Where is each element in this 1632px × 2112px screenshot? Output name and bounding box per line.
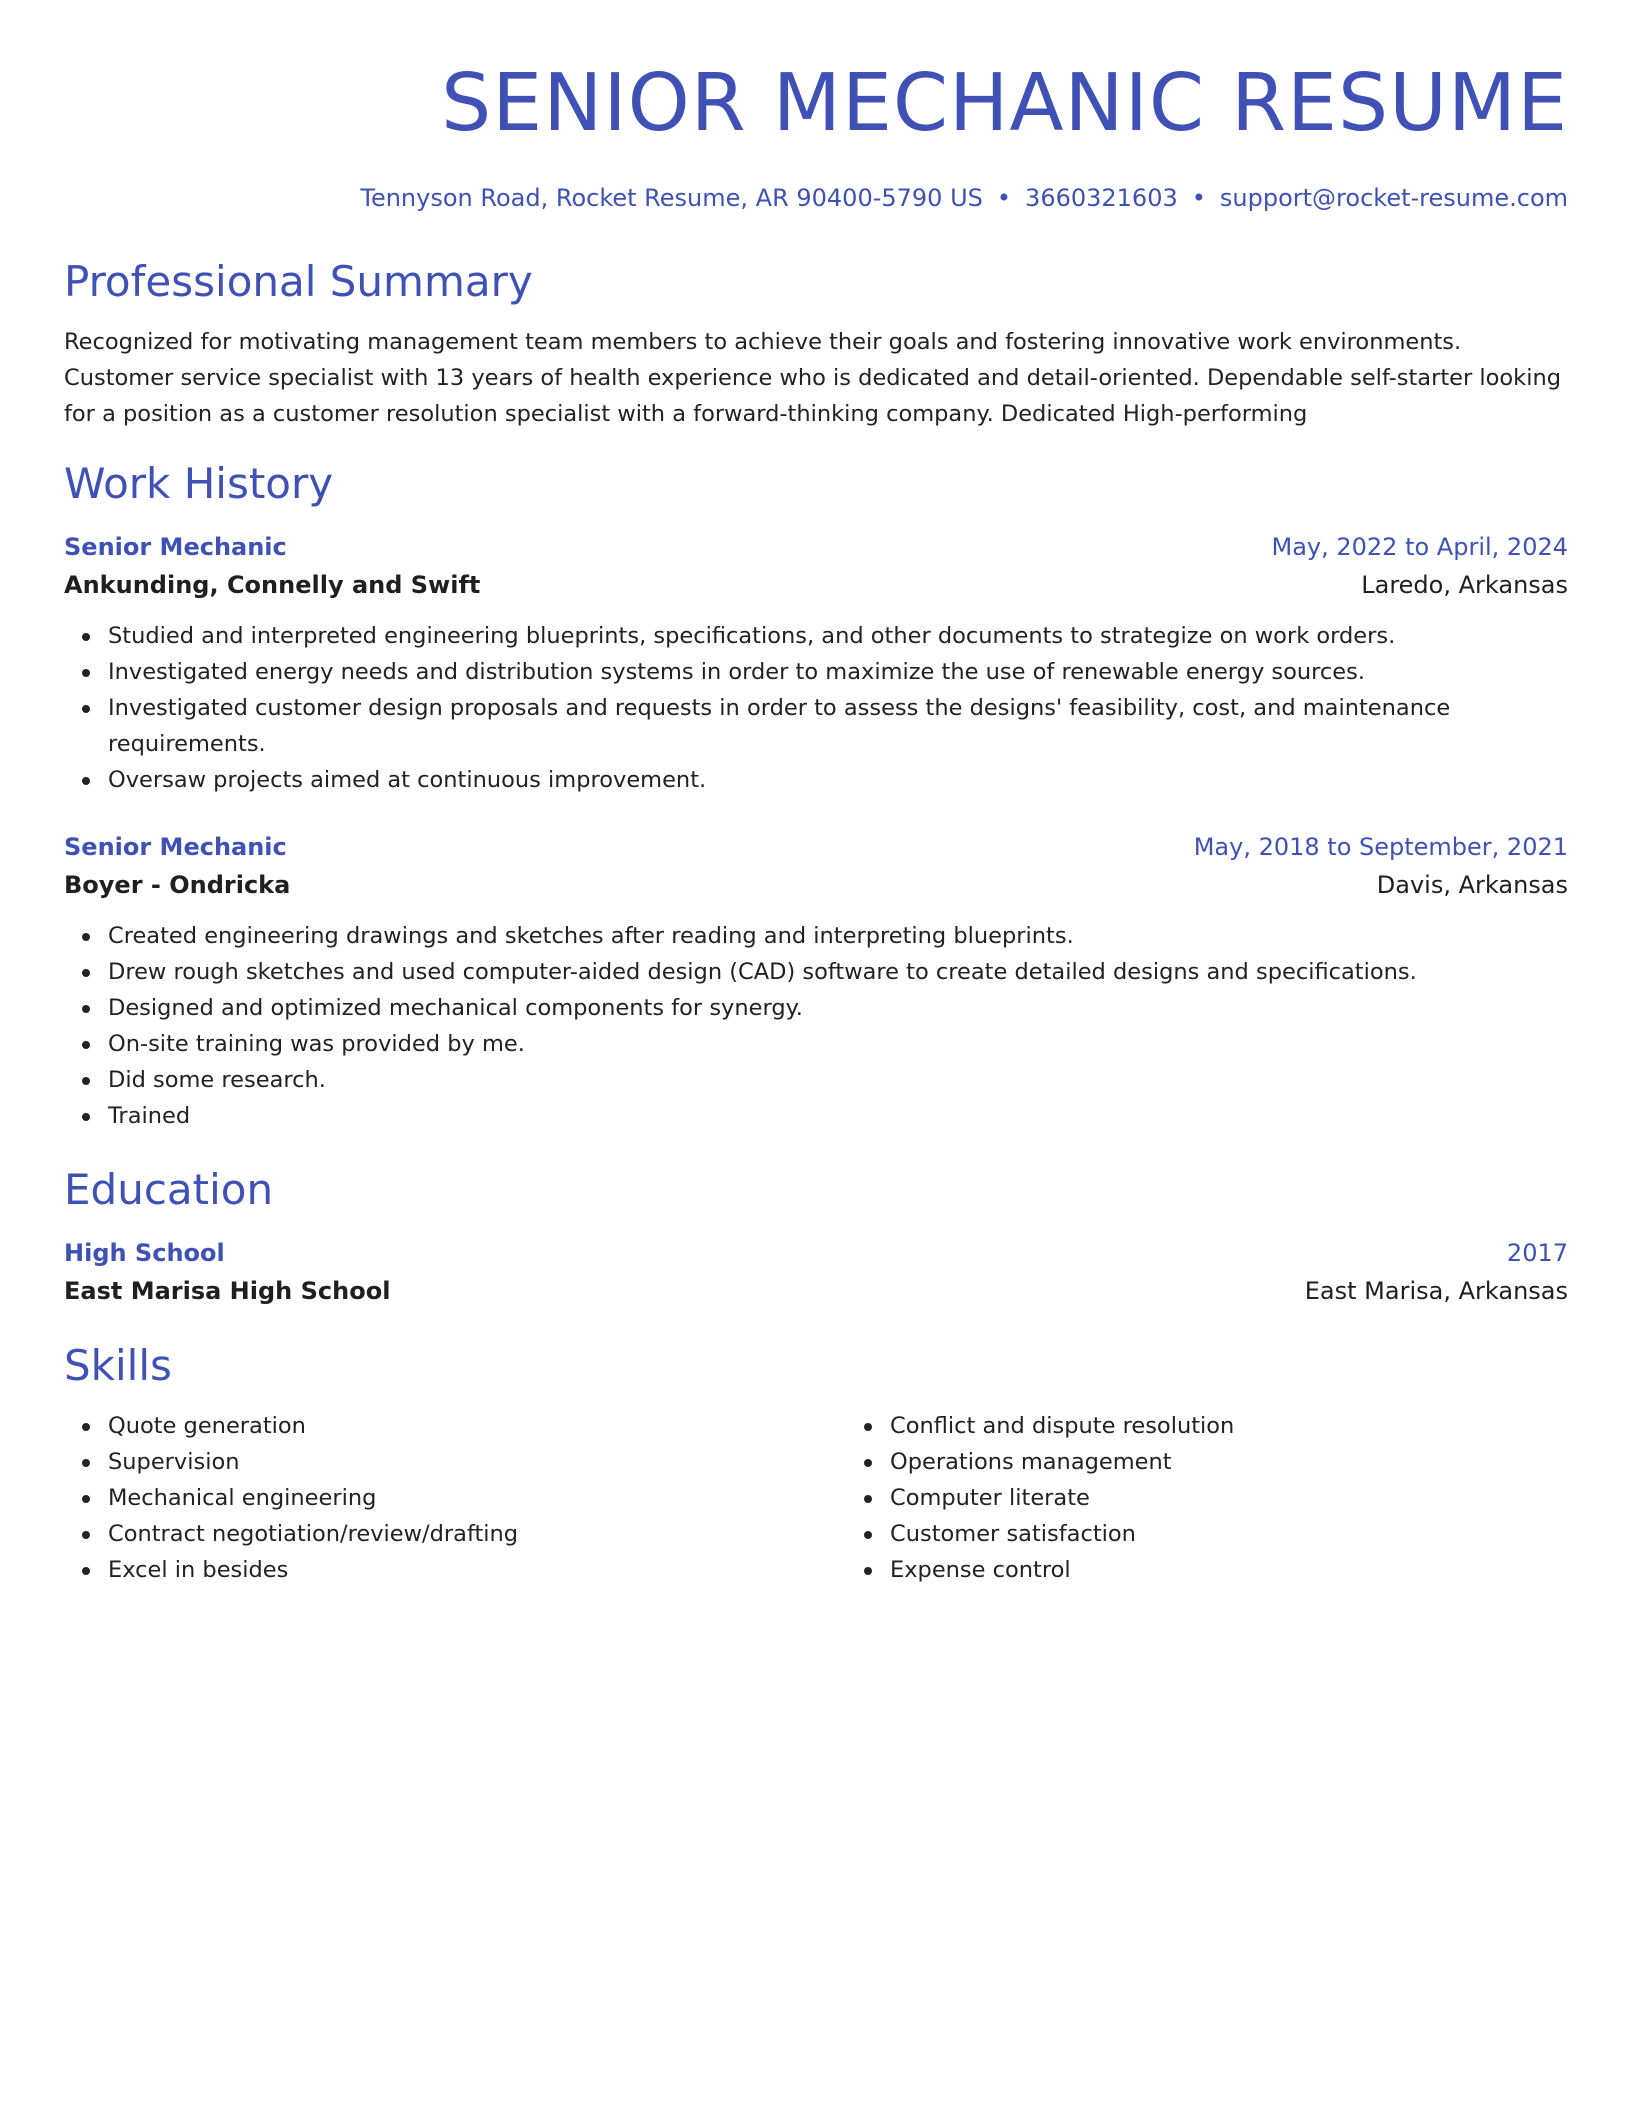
summary-section bbox=[64, 254, 1568, 432]
skill-item: Customer satisfaction bbox=[890, 1516, 1628, 1552]
list-item: Created engineering drawings and sketches after reading and interpreting blueprints. bbox=[108, 918, 1568, 954]
education-school-row bbox=[64, 1272, 1568, 1310]
job-duties-list bbox=[64, 918, 1568, 1134]
list-item: Trained bbox=[108, 1098, 1568, 1134]
education-degree: High School bbox=[64, 1239, 225, 1267]
contact-address: Tennyson Road, Rocket Resume, AR 90400-5790 US bbox=[360, 184, 983, 212]
job-company: Boyer - Ondricka bbox=[64, 871, 291, 899]
contact-email: support@rocket-resume.com bbox=[1219, 184, 1568, 212]
list-item: Studied and interpreted engineering blueprints, specifications, and other documents to strategize on work orders. bbox=[108, 618, 1568, 654]
list-item: On-site training was provided by me. bbox=[108, 1026, 1568, 1062]
list-item: Investigated energy needs and distribution systems in order to maximize the use of renewable energy sources. bbox=[108, 654, 1568, 690]
job-title-row bbox=[64, 828, 1568, 866]
skill-item: Operations management bbox=[890, 1444, 1628, 1480]
job-company-row bbox=[64, 566, 1568, 604]
skill-item: Expense control bbox=[890, 1552, 1628, 1588]
skill-item: Conflict and dispute resolution bbox=[890, 1408, 1628, 1444]
list-item: Oversaw projects aimed at continuous improvement. bbox=[108, 762, 1568, 798]
skills-section bbox=[64, 1338, 1568, 1588]
job-company: Ankunding, Connelly and Swift bbox=[64, 571, 481, 599]
summary-text: Recognized for motivating management team members to achieve their goals and fostering innovative work environments. Customer service specialist with 13 years of health experience who is dedicated and detail-oriented. Dependable self-starter looking for a position as a customer resolution specialist with a forward-thinking company. Dedicated High-performing bbox=[64, 329, 1561, 427]
education-location: East Marisa, Arkansas bbox=[1304, 1277, 1568, 1305]
skill-item: Contract negotiation/review/drafting bbox=[108, 1516, 846, 1552]
education-section bbox=[64, 1162, 1568, 1310]
work-history-heading: Work History bbox=[64, 459, 334, 508]
job-company-row bbox=[64, 866, 1568, 904]
skills-list-right bbox=[846, 1408, 1628, 1588]
job-title-row bbox=[64, 528, 1568, 566]
contact-separator: • bbox=[1191, 184, 1206, 212]
education-year: 2017 bbox=[1506, 1239, 1568, 1267]
education-heading: Education bbox=[64, 1165, 274, 1214]
skills-heading: Skills bbox=[64, 1341, 172, 1390]
skills-grid bbox=[64, 1408, 1568, 1588]
list-item: Drew rough sketches and used computer-aided design (CAD) software to create detailed designs and specifications. bbox=[108, 954, 1568, 990]
skill-item: Excel in besides bbox=[108, 1552, 846, 1588]
skill-item: Quote generation bbox=[108, 1408, 846, 1444]
education-school: East Marisa High School bbox=[64, 1277, 391, 1305]
contact-separator: • bbox=[996, 184, 1012, 212]
education-degree-row bbox=[64, 1234, 1568, 1272]
skills-list-left bbox=[64, 1408, 846, 1588]
skill-item: Mechanical engineering bbox=[108, 1480, 846, 1516]
list-item: Designed and optimized mechanical components for synergy. bbox=[108, 990, 1568, 1026]
job-duties-list bbox=[64, 618, 1568, 798]
job-location: Davis, Arkansas bbox=[1376, 871, 1568, 899]
contact-phone: 3660321603 bbox=[1025, 184, 1178, 212]
job-entry bbox=[64, 528, 1568, 798]
job-location: Laredo, Arkansas bbox=[1361, 571, 1568, 599]
contact-line bbox=[64, 180, 1568, 216]
resume-title: SENIOR MECHANIC RESUME bbox=[441, 57, 1568, 149]
summary-heading: Professional Summary bbox=[64, 257, 533, 306]
skill-item: Supervision bbox=[108, 1444, 846, 1480]
job-dates: May, 2022 to April, 2024 bbox=[1271, 533, 1568, 561]
resume-header bbox=[64, 48, 1568, 216]
work-history-section bbox=[64, 456, 1568, 1134]
skill-item: Computer literate bbox=[890, 1480, 1628, 1516]
list-item: Investigated customer design proposals and requests in order to assess the designs' feasibility, cost, and maintenance requirements. bbox=[108, 690, 1568, 762]
job-role: Senior Mechanic bbox=[64, 833, 287, 861]
job-entry bbox=[64, 828, 1568, 1134]
job-role: Senior Mechanic bbox=[64, 533, 287, 561]
list-item: Did some research. bbox=[108, 1062, 1568, 1098]
job-dates: May, 2018 to September, 2021 bbox=[1193, 833, 1568, 861]
education-entry bbox=[64, 1234, 1568, 1310]
